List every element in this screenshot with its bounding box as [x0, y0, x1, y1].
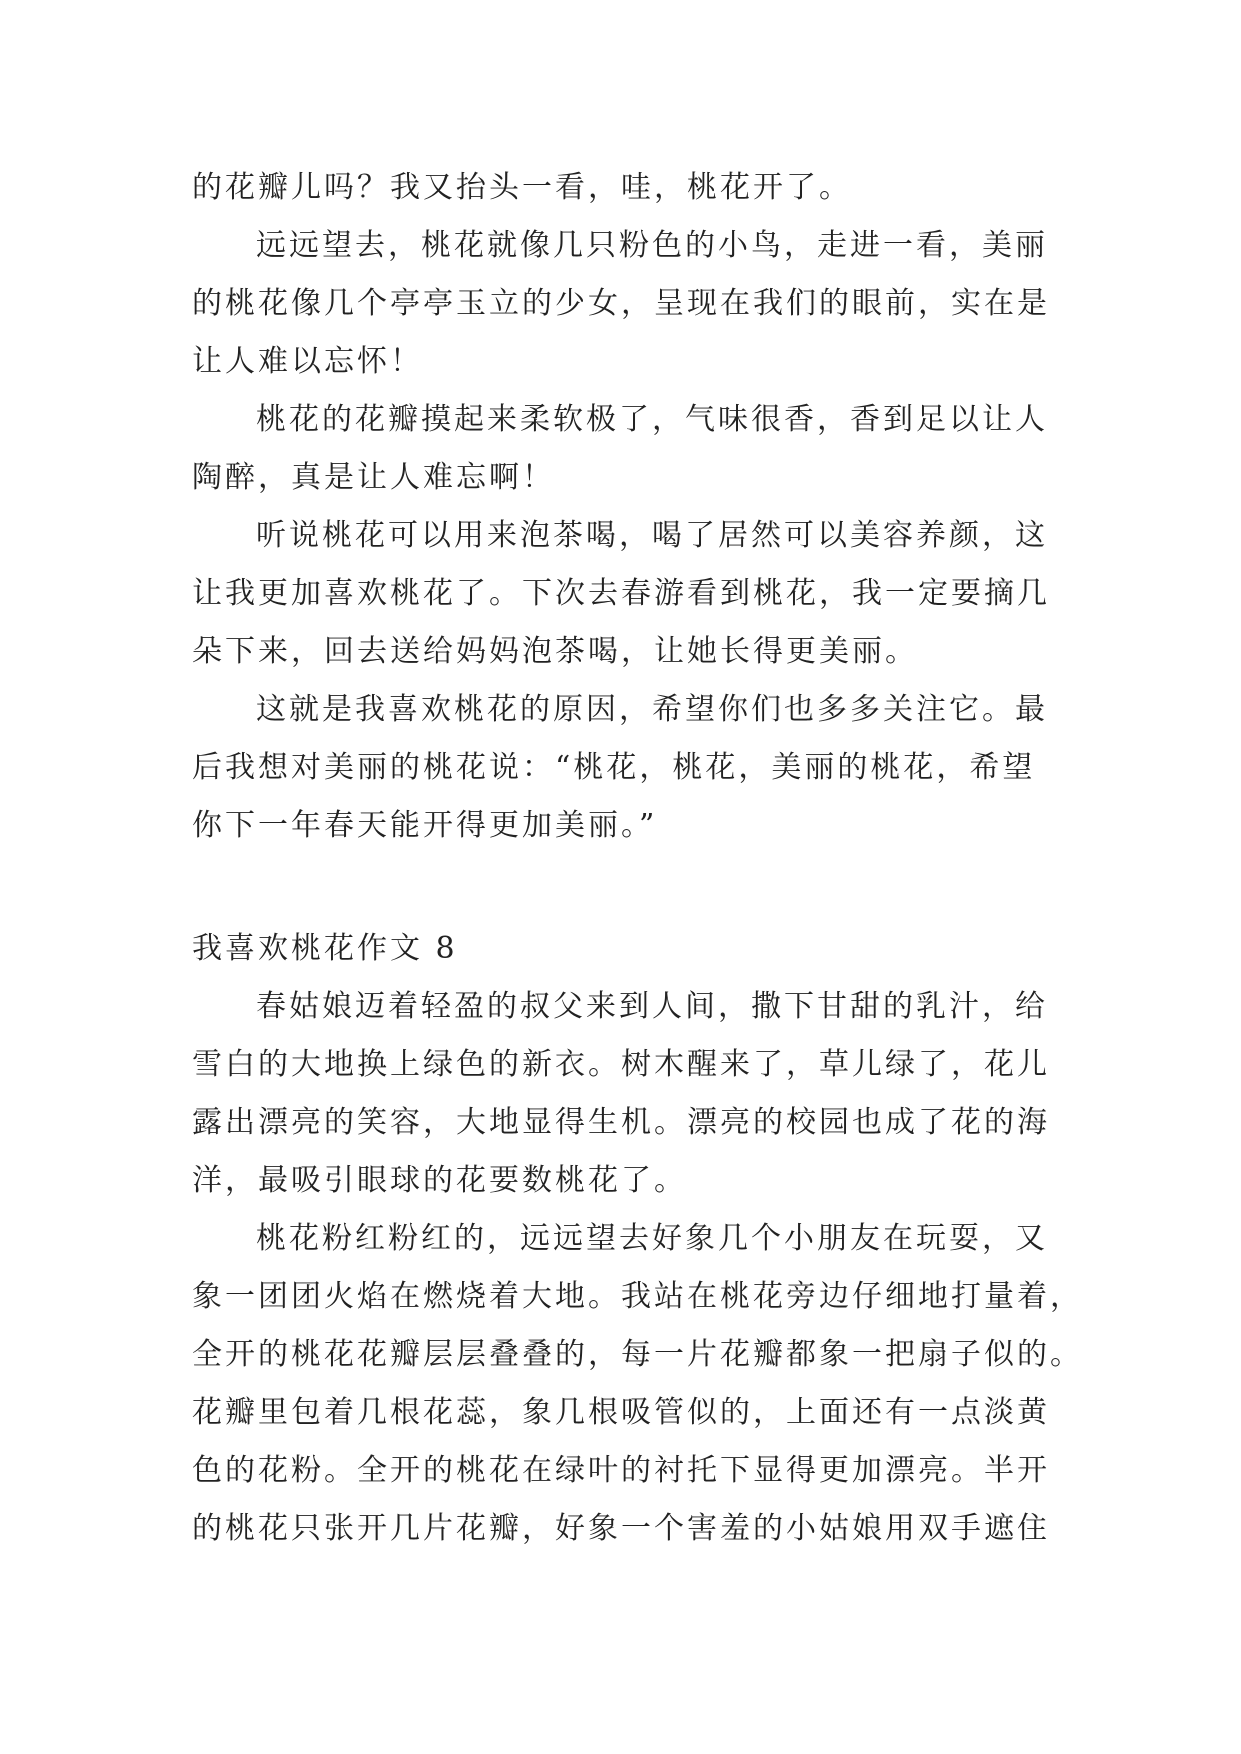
- text-line: 的桃花只张开几片花瓣，好象一个害羞的小姑娘用双手遮住: [192, 1511, 1050, 1546]
- paragraph-start-line: 春姑娘迈着轻盈的叔父来到人间，撒下甘甜的乳汁，给: [256, 989, 1048, 1024]
- text-line: 朵下来，回去送给妈妈泡茶喝，让她长得更美丽。: [192, 634, 918, 669]
- essay-section-2: [192, 978, 1083, 1558]
- essay-heading: 我喜欢桃花作文 8: [192, 931, 458, 966]
- paragraph-start-line: 这就是我喜欢桃花的原因，希望你们也多多关注它。最: [256, 692, 1048, 727]
- text-line: 的花瓣儿吗？我又抬头一看，哇，桃花开了。: [192, 170, 852, 205]
- essay-section-1: [192, 159, 1060, 855]
- text-line: 色的花粉。全开的桃花在绿叶的衬托下显得更加漂亮。半开: [192, 1453, 1050, 1488]
- text-line: 后我想对美丽的桃花说：“桃花，桃花，美丽的桃花，希望: [192, 750, 1036, 785]
- text-line: 雪白的大地换上绿色的新衣。树木醒来了，草儿绿了，花儿: [192, 1047, 1050, 1082]
- text-line: 全开的桃花花瓣层层叠叠的，每一片花瓣都象一把扇子似的。: [192, 1337, 1083, 1372]
- paragraph-start-line: 桃花的花瓣摸起来柔软极了，气味很香，香到足以让人: [256, 402, 1048, 437]
- text-line: 的桃花像几个亭亭玉立的少女，呈现在我们的眼前，实在是: [192, 286, 1050, 321]
- text-line: 象一团团火焰在燃烧着大地。我站在桃花旁边仔细地打量着，: [192, 1279, 1083, 1314]
- paragraph-start-line: 桃花粉红粉红的，远远望去好象几个小朋友在玩耍，又: [256, 1221, 1048, 1256]
- text-line: 你下一年春天能开得更加美丽。”: [192, 808, 658, 843]
- text-line: 让人难以忘怀！: [192, 344, 423, 379]
- paragraph-start-line: 听说桃花可以用来泡茶喝，喝了居然可以美容养颜，这: [256, 518, 1048, 553]
- text-line: 露出漂亮的笑容，大地显得生机。漂亮的校园也成了花的海: [192, 1105, 1050, 1140]
- paragraph-start-line: 远远望去，桃花就像几只粉色的小鸟，走进一看，美丽: [256, 228, 1048, 263]
- text-line: 洋，最吸引眼球的花要数桃花了。: [192, 1163, 687, 1198]
- text-line: 花瓣里包着几根花蕊，象几根吸管似的，上面还有一点淡黄: [192, 1395, 1050, 1430]
- text-line: 让我更加喜欢桃花了。下次去春游看到桃花，我一定要摘几: [192, 576, 1050, 611]
- text-line: 陶醉，真是让人难忘啊！: [192, 460, 555, 495]
